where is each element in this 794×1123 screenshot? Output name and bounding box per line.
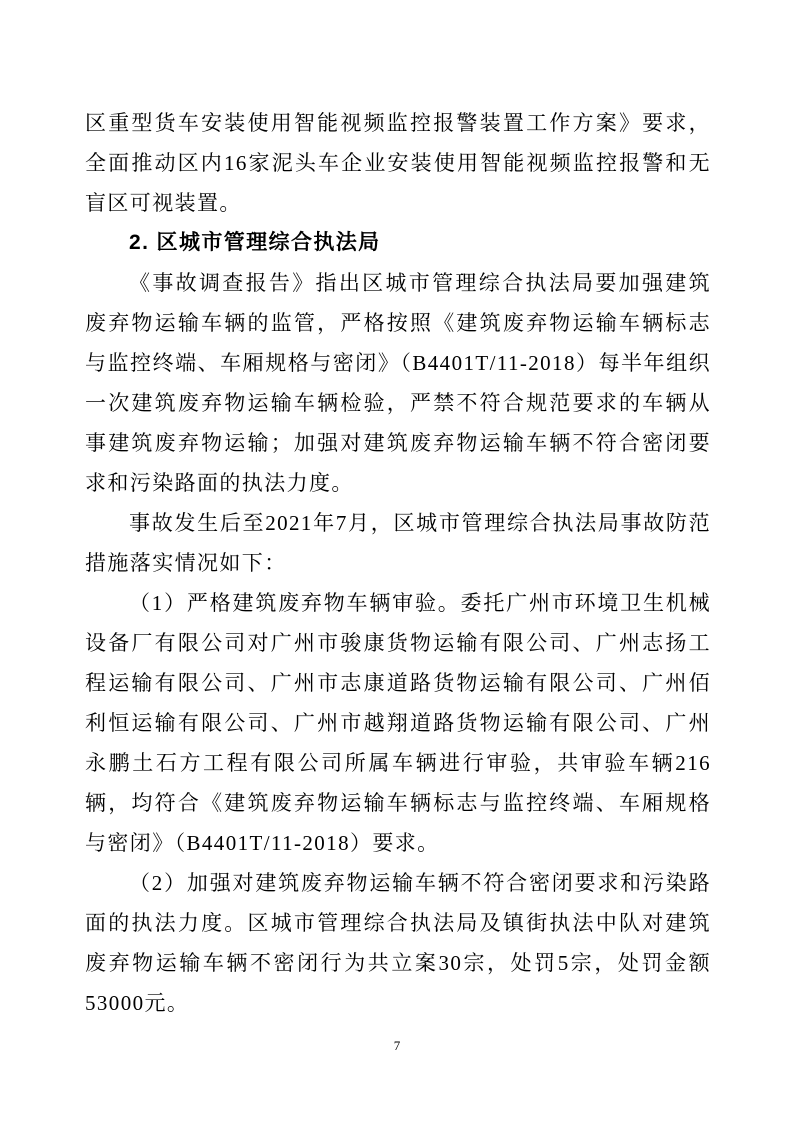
paragraph-measure-2: （2）加强对建筑废弃物运输车辆不符合密闭要求和污染路面的执法力度。区城市管理综合执法局及镇街执法中队对建筑废弃物运输车辆不密闭行为共立案30宗，处罚5宗，处罚金额53000元。 [85,871,711,1015]
page-number: 7 [393,1038,401,1053]
paragraph-implementation-intro: 事故发生后至2021年7月，区城市管理综合执法局事故防范措施落实情况如下： [85,511,711,575]
document-body [85,103,711,1023]
section-heading: 2. 区城市管理综合执法局 [129,231,381,254]
paragraph-supervision-requirements: 《事故调查报告》指出区城市管理综合执法局要加强建筑废弃物运输车辆的监管，严格按照《建筑废弃物运输车辆标志与监控终端、车厢规格与密闭》（B4401T/11-2018）每半年组织一次建筑废弃物运输车辆检验，严禁不符合规范要求的车辆从事建筑废弃物运输；加强对建筑废弃物运输车辆不符合密闭要求和污染路面的执法力度。 [85,271,711,495]
paragraph-continuation: 区重型货车安装使用智能视频监控报警装置工作方案》要求，全面推动区内16家泥头车企业安装使用智能视频监控报警和无盲区可视装置。 [85,111,711,215]
page-footer [0,1037,794,1055]
paragraph-measure-1: （1）严格建筑废弃物车辆审验。委托广州市环境卫生机械设备厂有限公司对广州市骏康货物运输有限公司、广州志扬工程运输有限公司、广州市志康道路货物运输有限公司、广州佰利恒运输有限公司、广州市越翔道路货物运输有限公司、广州永鹏土石方工程有限公司所属车辆进行审验，共审验车辆216辆，均符合《建筑废弃物运输车辆标志与监控终端、车厢规格与密闭》（B4401T/11-2018）要求。 [85,591,711,855]
